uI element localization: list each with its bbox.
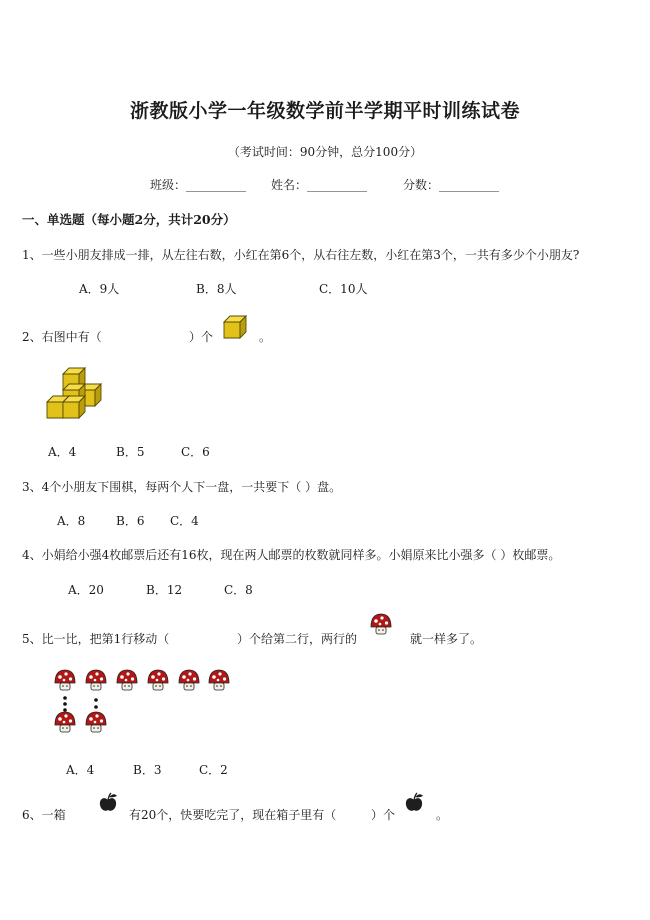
page-title: 浙教版小学一年级数学前半学期平时训练试卷 xyxy=(129,100,520,122)
q2-option-c[interactable]: C．6 xyxy=(181,445,210,459)
mushroom-row-2 xyxy=(55,712,106,732)
question-6-stem-start: 6、一箱 xyxy=(22,808,66,822)
section-heading: 一、单选题（每小题2分，共计20分） xyxy=(22,212,236,227)
connector-dots xyxy=(63,696,98,712)
q4-option-c[interactable]: C．8 xyxy=(224,583,253,597)
q5-option-b[interactable]: B．3 xyxy=(133,763,162,777)
q3-option-b[interactable]: B．6 xyxy=(116,514,145,528)
q1-option-a[interactable]: A．9人 xyxy=(79,282,120,296)
q1-option-c[interactable]: C．10人 xyxy=(319,282,368,296)
class-field[interactable]: 班级：__________ xyxy=(150,178,247,192)
question-5-stem-start: 5、比一比，把第1行移动（ xyxy=(22,632,170,646)
q5-option-c[interactable]: C．2 xyxy=(199,763,228,777)
question-1-stem: 1、一些小朋友排成一排，从左往右数，小红在第6个，从右往左数，小红在第3个，一共有多少个小朋友? xyxy=(22,248,580,262)
small-cube-icon xyxy=(224,316,248,340)
question-6-stem-post: ）个 xyxy=(371,808,396,822)
apple-icon-2 xyxy=(414,803,415,804)
question-5-stem-end: 就一样多了。 xyxy=(410,632,483,646)
q2-option-a[interactable]: A．4 xyxy=(48,445,77,459)
mushroom-row-1 xyxy=(55,670,229,690)
question-3-stem: 3、4个小朋友下围棋，每两个人下一盘，一共要下（ ）盘。 xyxy=(22,480,342,494)
question-6-stem-mid: 有20个，快要吃完了，现在箱子里有（ xyxy=(129,808,337,822)
q5-option-a[interactable]: A．4 xyxy=(66,763,95,777)
apple-icon xyxy=(108,803,109,804)
q1-option-b[interactable]: B．8人 xyxy=(196,282,237,296)
question-2-stem-end: 。 xyxy=(259,330,272,344)
q3-option-c[interactable]: C．4 xyxy=(170,514,199,528)
mushroom-rows-figure xyxy=(0,0,1,1)
exam-subtitle: （考试时间：90分钟，总分100分） xyxy=(227,145,423,159)
q4-option-b[interactable]: B．12 xyxy=(146,583,183,597)
name-field[interactable]: 姓名：__________ xyxy=(271,178,368,192)
question-5-stem-mid: ）个给第二行，两行的 xyxy=(237,632,358,646)
q3-option-a[interactable]: A．8 xyxy=(57,514,86,528)
score-field[interactable]: 分数：__________ xyxy=(403,178,500,192)
mushroom-icon xyxy=(381,626,382,627)
q2-option-b[interactable]: B．5 xyxy=(116,445,145,459)
question-6-stem-end: 。 xyxy=(436,808,449,822)
question-2-stem-start: 2、右图中有（ xyxy=(22,330,102,344)
question-4-stem: 4、小娟给小强4枚邮票后还有16枚，现在两人邮票的枚数就同样多。小娟原来比小强多（ ）枚邮票。 xyxy=(22,548,561,562)
q4-option-a[interactable]: A．20 xyxy=(68,583,104,597)
stacked-cubes-figure xyxy=(47,368,107,422)
question-2-stem-mid: ）个 xyxy=(189,330,214,344)
